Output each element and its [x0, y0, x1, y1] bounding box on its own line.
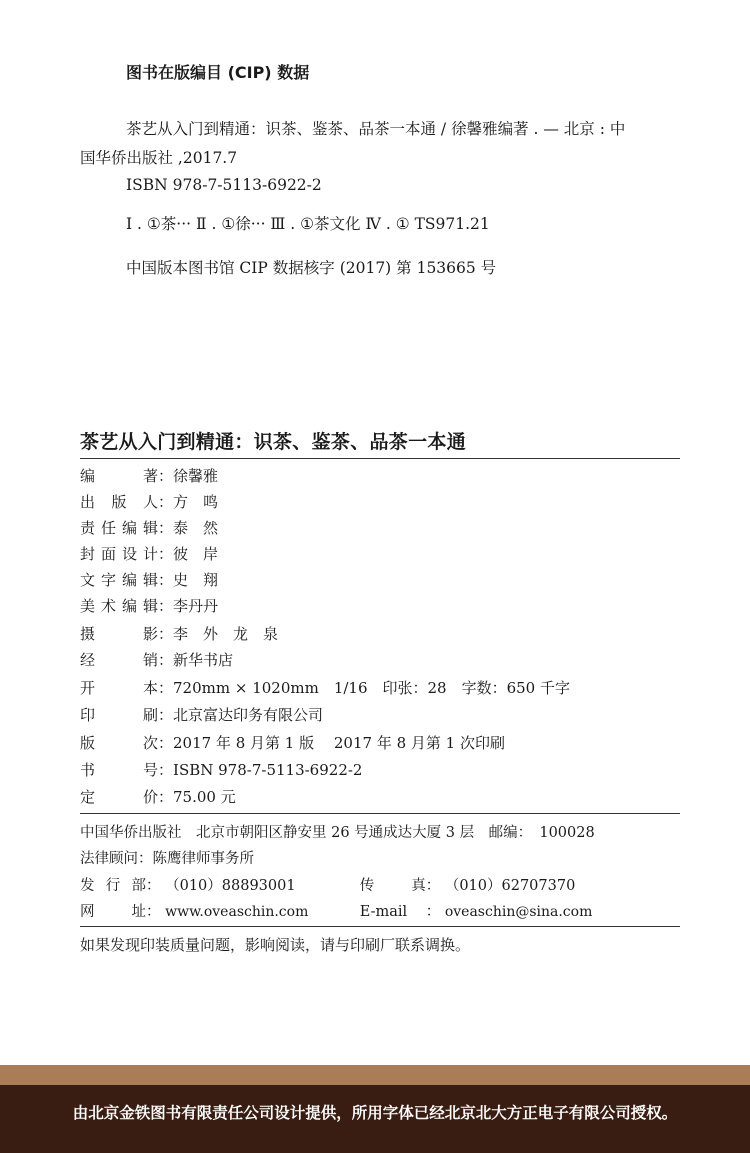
credits-rule	[80, 813, 680, 814]
credit-row-publisher: 出版人：方 鸣	[80, 490, 218, 514]
credit-row-edition: 版次：2017 年 8 月第 1 版 2017 年 8 月第 1 次印刷	[80, 731, 505, 755]
credit-label: 责任编辑	[80, 519, 158, 537]
fax-number: （010）62707370	[444, 878, 576, 894]
publisher-address: 中国华侨出版社 北京市朝阳区静安里 26 号通成达大厦 3 层 邮编： 100028	[80, 825, 595, 841]
web-email-line: 网址： www.oveaschin.com E-mail ： oveaschin@sina.com	[80, 900, 592, 921]
credit-value: 720mm × 1020mm 1/16 印张：28 字数：650 千字	[173, 679, 570, 697]
credit-value: 彼 岸	[173, 545, 219, 563]
credit-value: 2017 年 8 月第 1 版 2017 年 8 月第 1 次印刷	[173, 734, 505, 752]
legal-value: 陈鹰律师事务所	[152, 851, 254, 867]
credit-label: 书号	[80, 761, 158, 779]
legal-label: 法律顾问：	[80, 851, 153, 867]
credit-label: 编著	[80, 467, 158, 485]
cip-classification: Ⅰ . ①茶··· Ⅱ . ①徐··· Ⅲ . ①茶文化 Ⅳ . ① TS971.21	[126, 215, 490, 233]
credit-value: 新华书店	[173, 651, 234, 669]
cip-heading: 图书在版编目 (CIP) 数据	[126, 63, 310, 82]
credit-value: 方 鸣	[173, 493, 219, 511]
credit-value: 北京富达印务有限公司	[173, 706, 324, 724]
credit-label: 印刷	[80, 706, 158, 724]
publisher-rule	[80, 926, 680, 927]
credit-value: 泰 然	[173, 519, 219, 537]
credit-row-format: 开本：720mm × 1020mm 1/16 印张：28 字数：650 千字	[80, 676, 570, 700]
sales-dept-label: 发行部	[80, 878, 146, 894]
website-link[interactable]: www.oveaschin.com	[165, 904, 309, 920]
credit-value: 李丹丹	[173, 597, 219, 615]
credit-label: 版次	[80, 734, 158, 752]
credit-value: 李 外 龙 泉	[173, 625, 279, 643]
credit-label: 封面设计	[80, 545, 158, 563]
legal-counsel	[80, 847, 254, 868]
credit-row-art-editor: 美术编辑：李丹丹	[80, 594, 218, 618]
credit-row-price: 定价：75.00 元	[80, 785, 236, 809]
credit-row-distribution: 经销：新华书店	[80, 648, 233, 672]
credit-label: 开本	[80, 679, 158, 697]
credit-label: 摄影	[80, 625, 158, 643]
credit-row-editor: 责任编辑：泰 然	[80, 516, 218, 540]
credit-value: ISBN 978-7-5113-6922-2	[173, 761, 363, 779]
footer-banner-text: 由北京金铁图书有限责任公司设计提供，所用字体已经北京北大方正电子有限公司授权。	[72, 1104, 678, 1122]
credit-row-isbn: 书号：ISBN 978-7-5113-6922-2	[80, 758, 362, 782]
credit-label: 文字编辑	[80, 571, 158, 589]
credit-label: 美术编辑	[80, 597, 158, 615]
sales-dept-phone: （010）88893001	[165, 878, 296, 894]
cip-line-2: 国华侨出版社 ,2017.7	[80, 149, 238, 167]
book-title: 茶艺从入门到精通：识茶、鉴茶、品茶一本通	[80, 431, 467, 453]
credit-label: 定价	[80, 788, 158, 806]
cip-isbn: ISBN 978-7-5113-6922-2	[126, 176, 322, 194]
credit-row-text-editor: 文字编辑：史 翔	[80, 568, 218, 592]
cip-line-1: 茶艺从入门到精通：识茶、鉴茶、品茶一本通 / 徐馨雅编著 . — 北京 : 中	[126, 120, 626, 138]
credit-value: 75.00 元	[173, 788, 236, 806]
title-rule	[80, 458, 680, 459]
email-label: E-mail	[359, 904, 408, 920]
credit-row-cover-design: 封面设计：彼 岸	[80, 542, 218, 566]
footer-band-light	[0, 1065, 750, 1085]
fax-label: 传真	[359, 878, 426, 894]
quality-notice: 如果发现印装质量问题，影响阅读，请与印刷厂联系调换。	[80, 936, 471, 954]
email-link[interactable]: oveaschin@sina.com	[444, 904, 593, 920]
credit-label: 经销	[80, 651, 158, 669]
sales-dept-line: 发行部： （010）88893001 传真： （010）62707370	[80, 874, 575, 895]
credit-row-printing: 印刷：北京富达印务有限公司	[80, 703, 323, 727]
cip-number: 中国版本图书馆 CIP 数据核字 (2017) 第 153665 号	[126, 259, 497, 277]
credit-value: 史 翔	[173, 571, 219, 589]
credit-value: 徐馨雅	[173, 467, 219, 485]
credit-label: 出版人	[80, 493, 158, 511]
credit-row-photography: 摄影：李 外 龙 泉	[80, 622, 278, 646]
credit-row-author: 编著：徐馨雅	[80, 464, 218, 488]
website-label: 网址	[80, 904, 146, 920]
